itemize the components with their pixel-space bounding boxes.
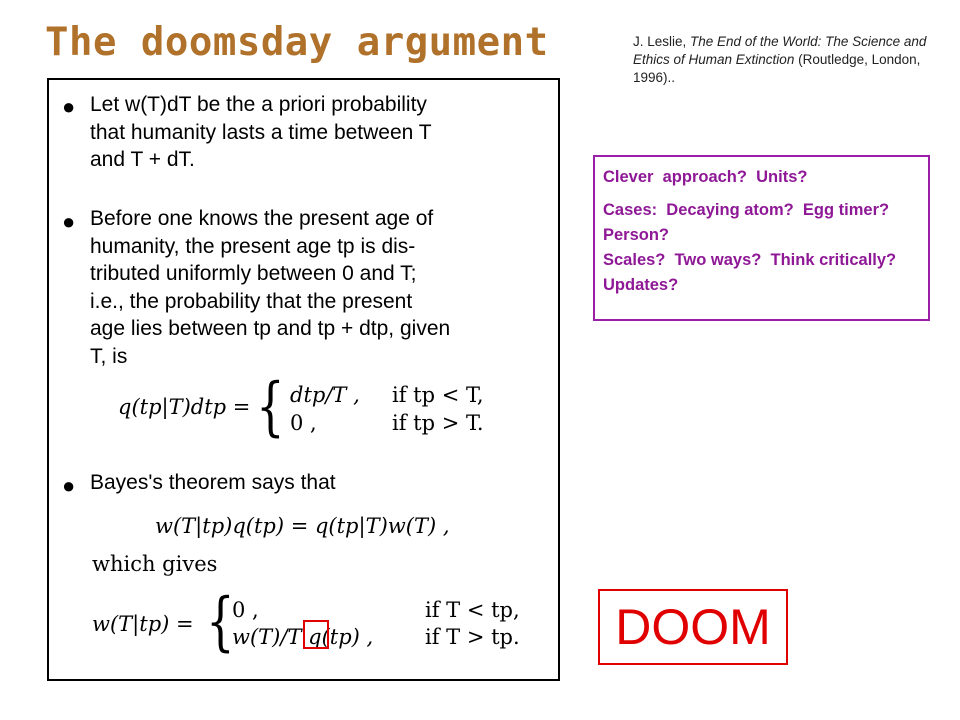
q-case2-condition: if tp > T. [392, 411, 484, 435]
bullet3-line: Bayes's theorem says that [90, 471, 336, 494]
bayes-equation: w(T|tp)q(tp) = q(tp|T)w(T) , [155, 514, 450, 538]
w-case1-condition: if T < tp, [425, 598, 520, 622]
bullet-icon: ● [62, 209, 76, 234]
notes-line-3: Scales? Two ways? Think critically? Updates? [603, 251, 906, 294]
bullet2-line: humanity, the present age tp is dis- [90, 234, 416, 258]
bullet2-line: Before one knows the present age of [90, 207, 434, 230]
citation-publisher: (Routledge, London, 1996).. [633, 52, 921, 85]
left-brace: { [256, 370, 285, 444]
bullet1-line: that humanity lasts a time between T [90, 120, 432, 144]
slide-title: The doomsday argument [45, 20, 549, 65]
doom-label: DOOM [598, 589, 788, 665]
bullet2-line: i.e., the probability that the present [90, 289, 413, 313]
q-equation-lhs: q(tp|T)dtp = [118, 395, 251, 419]
w-equation-lhs: w(T|tp) = [92, 612, 194, 636]
bullet1-line: and T + dT. [90, 148, 195, 171]
citation-book: The End of the World: The Science and Ethics of Human Extinction [633, 34, 927, 67]
citation-author: J. Leslie, [633, 34, 691, 49]
bullet1-line: Let w(T)dT be the a priori probability [90, 93, 427, 116]
which-gives-text: which gives [92, 552, 218, 576]
notes-line-1: Clever approach? Units? [603, 168, 808, 186]
bullet-icon: ● [62, 473, 76, 498]
q-case1-value: dtp/T , [290, 383, 360, 407]
w-case2-condition: if T > tp. [425, 625, 520, 649]
left-brace: { [206, 585, 235, 659]
notes-line-2: Cases: Decaying atom? Egg timer? Person? [603, 201, 899, 244]
w-case1-value: 0 , [232, 598, 259, 622]
w-case2-value: w(T)/T q(tp) , [232, 625, 374, 649]
bullet-text-2 [90, 205, 552, 370]
notes-box [593, 155, 930, 321]
bullet2-line: T, is [90, 344, 128, 368]
bullet-text-3 [90, 469, 552, 497]
bullet2-line: tributed uniformly between 0 and T; [90, 262, 417, 285]
bullet-icon: ● [62, 94, 76, 119]
highlight-box [303, 620, 329, 649]
q-case2-value: 0 , [290, 411, 317, 435]
q-case1-condition: if tp < T, [392, 383, 484, 407]
bullet-text-1 [90, 91, 552, 174]
bullet2-line: age lies between tp and tp + dtp, given [90, 317, 451, 340]
citation [633, 33, 933, 87]
